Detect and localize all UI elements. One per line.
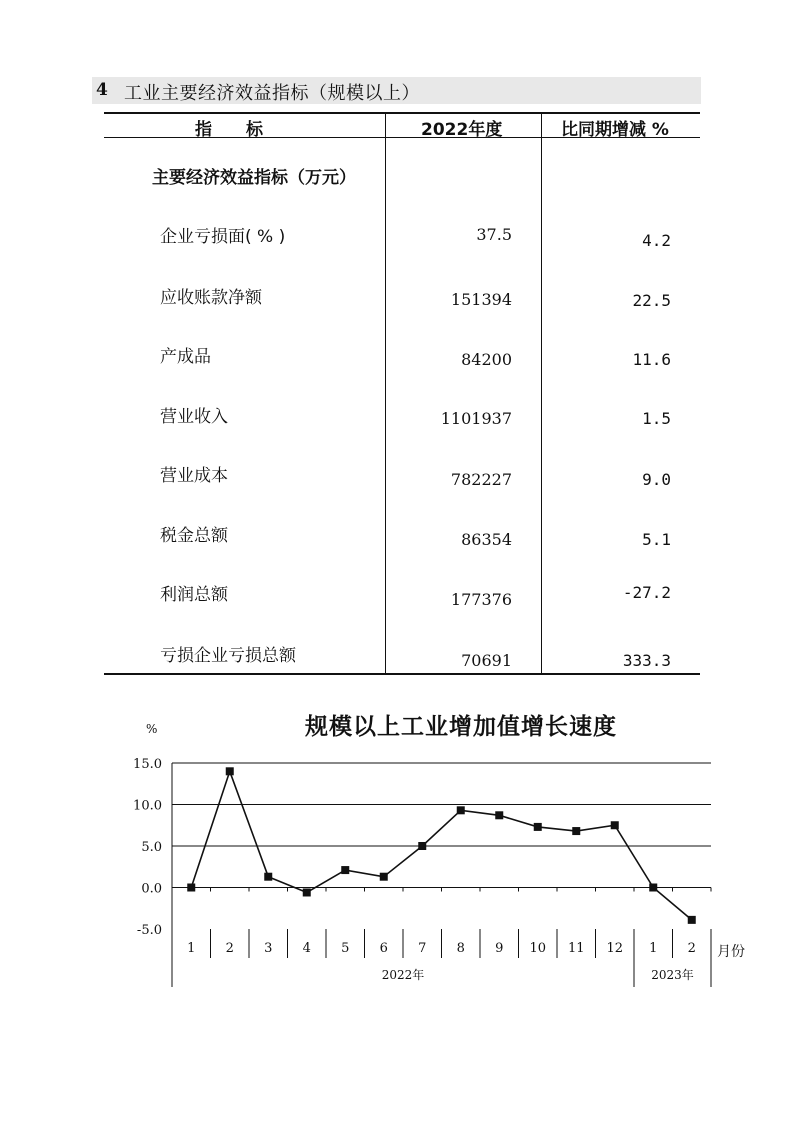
table-row-value: 70691	[461, 651, 512, 670]
x-tick-label: 5	[341, 941, 350, 956]
y-axis-unit: %	[146, 722, 158, 736]
table-row-change: 4.2	[642, 231, 671, 250]
data-point	[187, 884, 195, 892]
chart-title: 规模以上工业增加值增长速度	[305, 714, 617, 740]
data-point	[457, 806, 465, 814]
data-point	[418, 842, 426, 850]
category-label: 主要经济效益指标（万元）	[152, 168, 356, 188]
header-change: 比同期增减 %	[561, 120, 669, 140]
x-tick-label: 11	[567, 941, 585, 956]
table-row-change: 333.3	[622, 651, 671, 670]
data-point	[341, 866, 349, 874]
x-tick-label: 4	[302, 941, 311, 956]
data-point	[303, 888, 311, 896]
data-point	[572, 827, 580, 835]
x-tick-label: 1	[649, 941, 658, 956]
table-row-change: -27.2	[622, 583, 671, 602]
data-point	[380, 873, 388, 881]
header-indicator: 指 标	[195, 120, 263, 140]
y-tick-label: -5.0	[136, 923, 162, 938]
table-row-label: 企业亏损面( % )	[160, 227, 286, 247]
table-row-value: 86354	[461, 530, 512, 549]
table-row-label: 营业收入	[160, 407, 228, 427]
data-point	[649, 884, 657, 892]
x-tick-label: 3	[264, 941, 273, 956]
y-tick-label: 15.0	[133, 757, 162, 772]
table-row-change: 5.1	[642, 530, 671, 549]
x-tick-label: 7	[418, 941, 427, 956]
table-row-value: 177376	[450, 590, 512, 609]
table-row-change: 9.0	[642, 470, 671, 489]
table-row-label: 亏损企业亏损总额	[160, 646, 296, 666]
x-tick-label: 1	[187, 941, 196, 956]
table-row-label: 利润总额	[160, 585, 228, 605]
table-row-change: 22.5	[632, 291, 671, 310]
growth-line-chart	[0, 740, 793, 1000]
section-number: 4	[96, 80, 108, 100]
year-group-label: 2023年	[651, 968, 694, 982]
y-tick-label: 10.0	[133, 798, 162, 814]
data-point	[226, 767, 234, 775]
table-row-change: 1.5	[642, 409, 671, 428]
x-tick-label: 9	[495, 941, 504, 956]
table-row-label: 应收账款净额	[160, 288, 262, 308]
x-tick-label: 2	[687, 941, 696, 956]
table-row-value: 151394	[450, 290, 512, 309]
table-row-change: 11.6	[632, 350, 671, 369]
header-year: 2022年度	[421, 120, 503, 140]
data-point	[611, 821, 619, 829]
table-row-value: 37.5	[476, 225, 512, 244]
table-bottom-rule	[104, 673, 700, 675]
x-tick-label: 12	[606, 941, 624, 956]
table-row-label: 营业成本	[160, 466, 228, 486]
table-row-label: 税金总额	[160, 526, 228, 546]
x-tick-label: 6	[379, 941, 388, 956]
table-top-rule	[104, 112, 700, 114]
section-title: 工业主要经济效益指标（规模以上）	[124, 83, 420, 104]
x-axis-label: 月份	[717, 944, 745, 960]
y-tick-label: 5.0	[141, 840, 162, 855]
x-tick-label: 2	[225, 941, 234, 956]
data-point	[264, 873, 272, 881]
data-point	[534, 823, 542, 831]
y-tick-label: 0.0	[141, 881, 162, 897]
table-row-value: 1101937	[440, 409, 512, 428]
table-row-value: 84200	[461, 350, 512, 369]
table-row-value: 782227	[450, 470, 512, 489]
year-group-label: 2022年	[381, 968, 425, 982]
table-row-label: 产成品	[160, 347, 211, 367]
data-point	[495, 811, 503, 819]
data-point	[688, 916, 696, 924]
x-tick-label: 10	[529, 941, 547, 956]
x-tick-label: 8	[456, 941, 465, 956]
